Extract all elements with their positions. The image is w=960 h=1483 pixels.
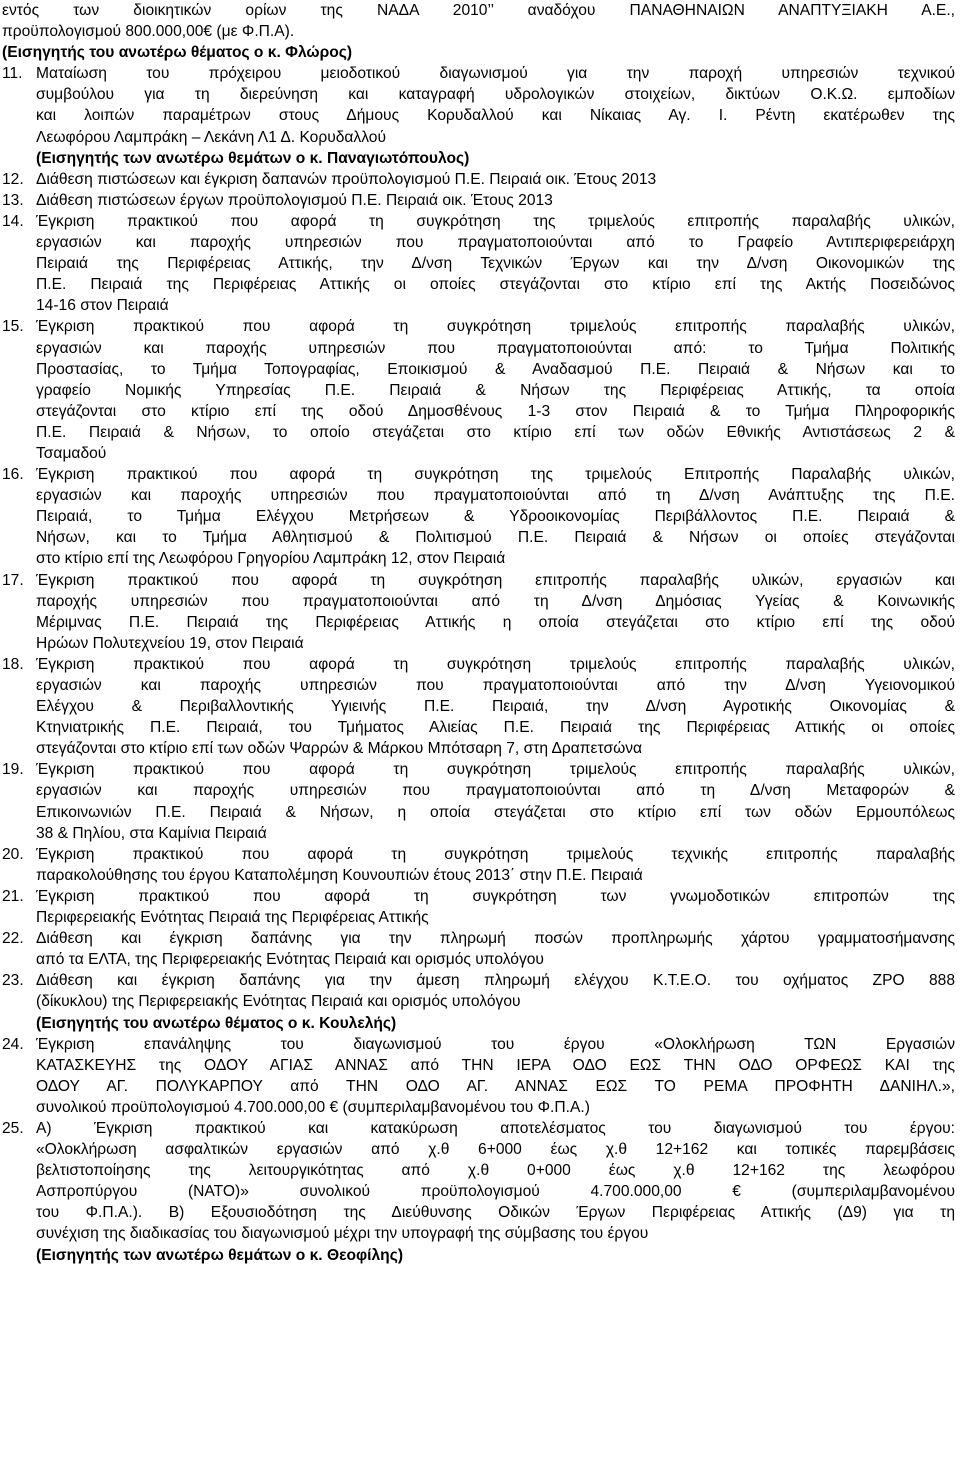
text-line	[0, 738, 960, 759]
line-text: γραφείο Νομικής Υπηρεσίας Π.Ε. Πειραιά & Νήσων της Περιφέρειας Αττικής, τα οποία	[36, 381, 955, 399]
line-text: του Φ.Π.Α.). Β) Εξουσιοδότηση της Διεύθυνσης Οδικών Έργων Περιφέρειας Αττικής (Δ9) για τη	[36, 1204, 955, 1222]
rapporteur-line	[0, 1245, 960, 1266]
line-text: Ασπροπύργου (ΝΑΤΟ)» συνολικού προϋπολογισμού 4.700.000,00 € (συμπεριλαμβανομένου	[36, 1183, 955, 1201]
line-text: Έγκριση πρακτικού που αφορά τη συγκρότηση τριμελούς επιτροπής παραλαβής υλικών,	[36, 318, 955, 336]
line-text: στεγάζονται στο κτίριο επί των οδών Ψαρρών & Μάρκου Μπότσαρη 7, στη Δραπετσώνα	[36, 740, 643, 758]
line-text: Διάθεση και έγκριση δαπάνης για την άμεση πληρωμή ελέγχου Κ.Τ.Ε.Ο. του οχήματος ΖΡΟ 888	[36, 972, 955, 990]
text-line	[0, 865, 960, 886]
line-text: Περιφερειακής Ενότητας Πειραιά της Περιφέρειας Αττικής	[36, 909, 429, 927]
agenda-item-line	[0, 970, 960, 991]
item-number: 16.	[2, 466, 24, 484]
text-line	[0, 527, 960, 548]
agenda-item-line	[0, 464, 960, 485]
text-line	[0, 232, 960, 253]
agenda-item-line	[0, 1034, 960, 1055]
line-text: εργασιών και παροχής υπηρεσιών που πραγματοποιούνται από το Γραφείο Αντιπεριφερειάρχη	[36, 234, 955, 252]
line-text: Πειραιά, το Τμήμα Ελέγχου Μετρήσεων & Υδροοικονομίας Περιβάλλοντος Π.Ε. Πειραιά &	[36, 508, 955, 526]
text-line	[0, 717, 960, 738]
line-text: από τα ΕΛΤΑ, της Περιφερειακής Ενότητας Πειραιά και ορισμός υπολόγου	[36, 951, 544, 969]
text-line	[0, 949, 960, 970]
item-number: 17.	[2, 571, 24, 589]
text-line	[0, 1097, 960, 1118]
line-text: 14-16 στον Πειραιά	[36, 297, 169, 315]
text-line	[0, 338, 960, 359]
text-line	[0, 443, 960, 464]
text-line	[0, 548, 960, 569]
text-line	[0, 295, 960, 316]
line-text: Έγκριση πρακτικού που αφορά τη συγκρότηση επιτροπής παραλαβής υλικών, εργασιών και	[36, 571, 955, 589]
item-number: 21.	[2, 887, 24, 905]
line-text: Ελέγχου & Περιβαλλοντικής Υγιεινής Π.Ε. Πειραιά, την Δ/νση Αγροτικής Οικονομίας &	[36, 698, 955, 716]
line-text: Ματαίωση του πρόχειρου μειοδοτικού διαγωνισμού για την παροχή υπηρεσιών τεχνικού	[36, 65, 955, 83]
line-text: παροχής υπηρεσιών που πραγματοποιούνται από τη Δ/νση Δημόσιας Υγείας & Κοινωνικής	[36, 592, 955, 610]
line-text: συμβούλου για τη διερεύνηση και καταγραφή υδρολογικών στοιχείων, δικτύων Ο.Κ.Ω. εμποδίων	[36, 86, 955, 104]
item-number: 12.	[2, 170, 24, 188]
text-line	[0, 780, 960, 801]
line-text: Λεωφόρου Λαμπράκη – Λεκάνη Λ1 Δ. Κορυδαλλού	[36, 128, 386, 146]
text-line	[0, 1076, 960, 1097]
agenda-item-line	[0, 1118, 960, 1139]
text-line	[0, 359, 960, 380]
agenda-item-line	[0, 63, 960, 84]
text-line	[0, 1139, 960, 1160]
line-text: συνολικού προϋπολογισμού 4.700.000,00 € (συμπεριλαμβανομένου του Φ.Π.Α.)	[36, 1098, 590, 1116]
line-text: Διάθεση και έγκριση δαπάνης για την πληρωμή ποσών προπληρωμής χάρτου γραμματοσήμανσης	[36, 930, 955, 948]
text-line	[0, 105, 960, 126]
text-line	[0, 1160, 960, 1181]
line-text: Έγκριση πρακτικού που αφορά τη συγκρότηση τριμελούς επιτροπής παραλαβής υλικών,	[36, 655, 955, 673]
line-text: Έγκριση πρακτικού που αφορά τη συγκρότηση της τριμελούς Επιτροπής Παραλαβής υλικών,	[36, 466, 955, 484]
text-line	[0, 0, 960, 21]
line-text: Π.Ε. Πειραιά της Περιφέρειας Αττικής οι οποίες στεγάζονται στο κτίριο επί της Ακτής Ποσειδώνος	[36, 276, 955, 294]
line-text: εργασιών και παροχής υπηρεσιών που πραγματοποιούνται από: το Τμήμα Πολιτικής	[36, 339, 955, 357]
line-text: Τσαμαδού	[36, 444, 107, 462]
line-text: παρακολούθησης του έργου Καταπολέμηση Κουνουπιών έτους 2013΄ στην Π.Ε. Πειραιά	[36, 866, 643, 884]
line-text: εργασιών και παροχής υπηρεσιών που πραγματοποιούνται από τη Δ/νση Μεταφορών &	[36, 782, 955, 800]
line-text: 38 & Πηλίου, στα Καμίνια Πειραιά	[36, 824, 267, 842]
rapporteur-text: (Εισηγητής των ανωτέρω θεμάτων ο κ. Θεοφίλης)	[36, 1246, 404, 1264]
rapporteur-line	[0, 1013, 960, 1034]
text-line	[0, 274, 960, 295]
rapporteur-text: (Εισηγητής των ανωτέρω θεμάτων ο κ. Παναγιωτόπουλος)	[36, 149, 470, 167]
line-text: εργασιών και παροχής υπηρεσιών που πραγματοποιούνται από την Δ/νση Υγειονομικού	[36, 677, 955, 694]
text-line	[0, 591, 960, 612]
text-line	[0, 1202, 960, 1223]
item-number: 22.	[2, 930, 24, 948]
line-text: συνέχιση της διαδικασίας του διαγωνισμού μέχρι την υπογραφή της σύμβασης του έργου	[36, 1225, 649, 1243]
text-line	[0, 696, 960, 717]
line-text: Πειραιά της Περιφέρειας Αττικής, την Δ/νση Τεχνικών Έργων και την Δ/νση Οικονομικών της	[36, 255, 955, 273]
line-text: βελτιστοποίησης της λειτουργικότητας από χ.θ 0+000 έως χ.θ 12+162 της λεωφόρου	[36, 1162, 955, 1180]
text-line	[0, 802, 960, 823]
text-line	[0, 380, 960, 401]
item-number: 11.	[2, 65, 23, 83]
text-line	[0, 907, 960, 928]
line-text: ΟΔΟΥ ΑΓ. ΠΟΛΥΚΑΡΠΟΥ από ΤΗΝ ΟΔΟ ΑΓ. ΑΝΝΑΣ ΕΩΣ ΤΟ ΡΕΜΑ ΠΡΟΦΗΤΗ ΔΑΝΙΗΛ.»,	[36, 1077, 955, 1095]
text-line	[0, 1055, 960, 1076]
line-text: Έγκριση πρακτικού που αφορά τη συγκρότηση τριμελούς επιτροπής παραλαβής υλικών,	[36, 761, 955, 779]
text-line	[0, 633, 960, 654]
text-line	[0, 506, 960, 527]
item-number: 25.	[2, 1119, 24, 1137]
line-text: Διάθεση πιστώσεων έργων προϋπολογισμού Π.Ε. Πειραιά οικ. Έτους 2013	[36, 191, 553, 209]
line-text: στεγάζονται στο κτίριο επί της οδού Δημοσθένους 1-3 στον Πειραιά & το Τμήμα Πληροφορικής	[36, 402, 955, 420]
item-number: 19.	[2, 761, 24, 779]
line-text: Επικοινωνιών Π.Ε. Πειραιά & Νήσων, η οποία στεγάζεται στο κτίριο επί των οδών Ερμουπόλεως	[36, 803, 955, 821]
line-text: στο κτίριο επί της Λεωφόρου Γρηγορίου Λαμπράκη 12, στον Πειραιά	[36, 550, 506, 568]
line-text: εντός των διοικητικών ορίων της ΝΑΔΑ 2010’’ αναδόχου ΠΑΝΑΘΗΝΑΙΩΝ ΑΝΑΠΤΥΞΙΑΚΗ Α.Ε.,	[2, 2, 955, 19]
agenda-item-line	[0, 844, 960, 865]
line-text: ΚΑΤΑΣΚΕΥΗΣ της ΟΔΟΥ ΑΓΙΑΣ ΑΝΝΑΣ από ΤΗΝ ΙΕΡΑ ΟΔΟ ΕΩΣ ΤΗΝ ΟΔΟ ΟΡΦΕΩΣ ΚΑΙ της	[36, 1056, 955, 1074]
text-line	[0, 1223, 960, 1244]
text-line	[0, 84, 960, 105]
item-number: 14.	[2, 212, 24, 230]
item-number: 13.	[2, 191, 24, 209]
line-text: Νήσων, και το Τμήμα Αθλητισμού & Πολιτισμού Π.Ε. Πειραιά & Νήσων οι οποίες στεγάζονται	[36, 529, 955, 547]
item-number: 24.	[2, 1035, 24, 1053]
text-line	[0, 127, 960, 148]
text-line	[0, 1181, 960, 1202]
rapporteur-line	[0, 148, 960, 169]
text-line	[0, 401, 960, 422]
agenda-item-line	[0, 190, 960, 211]
text-line	[0, 823, 960, 844]
text-line	[0, 675, 960, 696]
agenda-item-line	[0, 928, 960, 949]
line-text: και λοιπών παραμέτρων στους Δήμους Κορυδαλλού και Νίκαιας Αγ. Ι. Ρέντη εκατέρωθεν της	[36, 107, 955, 125]
text-line	[0, 612, 960, 633]
line-text: Α) Έγκριση πρακτικού και κατακύρωση αποτελέσματος του διαγωνισμού του έργου:	[36, 1119, 955, 1137]
text-line	[0, 21, 960, 42]
rapporteur-line	[0, 42, 960, 63]
line-text: Διάθεση πιστώσεων και έγκριση δαπανών προϋπολογισμού Π.Ε. Πειραιά οικ. Έτους 2013	[36, 170, 657, 188]
agenda-item-line	[0, 169, 960, 190]
line-text: Μέριμνας Π.Ε. Πειραιά της Περιφέρειας Αττικής η οποία στεγάζεται στο κτίριο επί της οδού	[36, 613, 955, 631]
line-text: Έγκριση επανάληψης του διαγωνισμού του έργου «Ολοκλήρωση ΤΩΝ Εργασιών	[36, 1035, 955, 1053]
item-number: 23.	[2, 972, 24, 990]
text-line	[0, 422, 960, 443]
line-text: Κτηνιατρικής Π.Ε. Πειραιά, του Τμήματος Αλιείας Π.Ε. Πειραιά της Περιφέρειας Αττικής οι οποίες	[36, 719, 955, 737]
rapporteur-text: (Εισηγητής του ανωτέρω θέματος ο κ. Κουλελής)	[36, 1014, 397, 1032]
text-line	[0, 485, 960, 506]
line-text: Έγκριση πρακτικού που αφορά τη συγκρότηση των γνωμοδοτικών επιτροπών της	[36, 887, 955, 905]
agenda-item-line	[0, 316, 960, 337]
rapporteur-text: (Εισηγητής του ανωτέρω θέματος ο κ. Φλώρος)	[2, 44, 353, 62]
line-text: Έγκριση πρακτικού που αφορά τη συγκρότηση της τριμελούς επιτροπής παραλαβής υλικών,	[36, 212, 955, 230]
agenda-item-line	[0, 570, 960, 591]
line-text: «Ολοκλήρωση ασφαλτικών εργασιών από χ.θ 6+000 έως χ.θ 12+162 και τοπικές παρεμβάσεις	[36, 1141, 955, 1159]
item-number: 15.	[2, 318, 24, 336]
line-text: Π.Ε. Πειραιά & Νήσων, το οποίο στεγάζεται στο κτίριο επί των οδών Εθνικής Αντιστάσεως 2 &	[36, 423, 955, 441]
line-text: εργασιών και παροχής υπηρεσιών που πραγματοποιούνται από τη Δ/νση Ανάπτυξης της Π.Ε.	[36, 487, 955, 505]
agenda-item-line	[0, 886, 960, 907]
line-text: προϋπολογισμού 800.000,00€ (με Φ.Π.Α).	[2, 23, 295, 41]
agenda-item-line	[0, 211, 960, 232]
line-text: (δίκυκλου) της Περιφερειακής Ενότητας Πειραιά και ορισμός υπολόγου	[36, 993, 521, 1011]
text-line	[0, 253, 960, 274]
line-text: Έγκριση πρακτικού που αφορά τη συγκρότηση τριμελούς τεχνικής επιτροπής παραλαβής	[36, 845, 955, 863]
item-number: 18.	[2, 655, 24, 673]
line-text: Προστασίας, το Τμήμα Τοπογραφίας, Εποικισμού & Αναδασμού Π.Ε. Πειραιά & Νήσων και το	[36, 360, 955, 378]
line-text: Ηρώων Πολυτεχνείου 19, στον Πειραιά	[36, 634, 304, 652]
agenda-item-line	[0, 759, 960, 780]
item-number: 20.	[2, 845, 24, 863]
agenda-item-line	[0, 654, 960, 675]
text-line	[0, 991, 960, 1012]
